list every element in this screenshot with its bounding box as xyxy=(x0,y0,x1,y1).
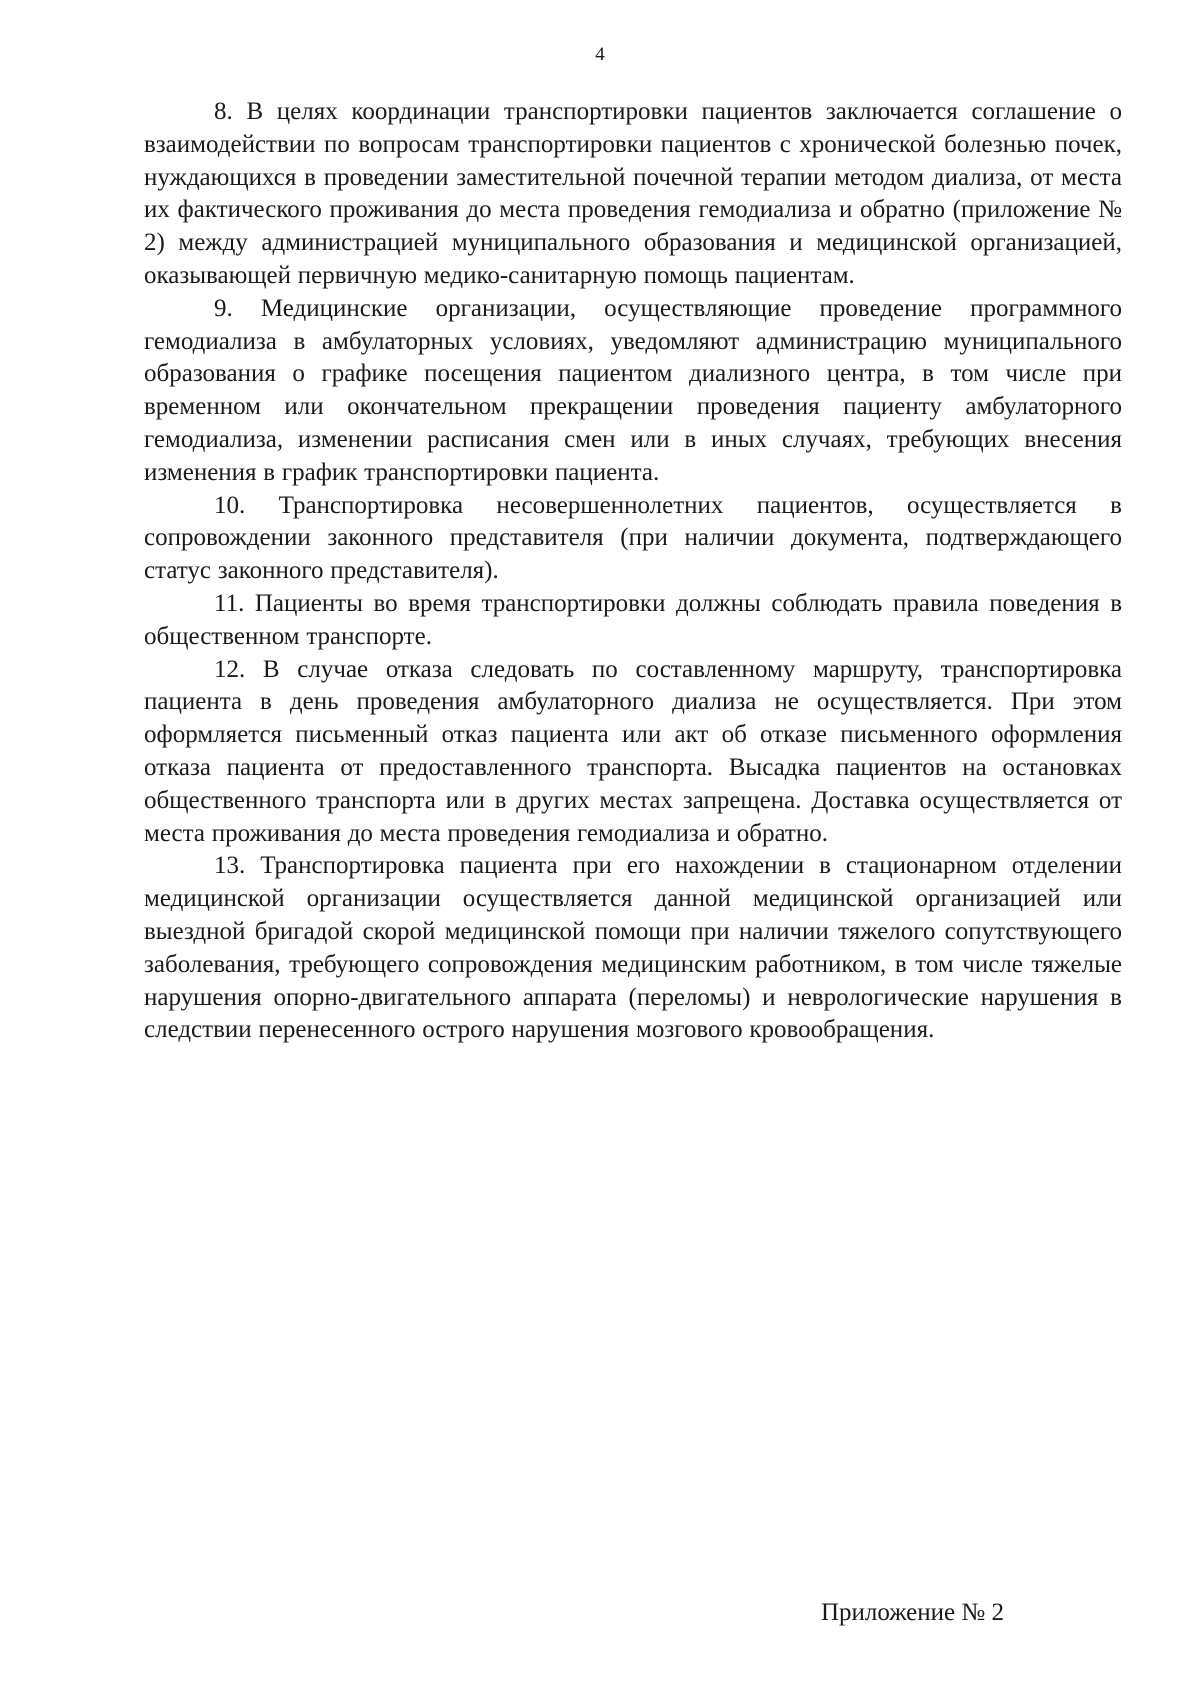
paragraph-10: 10. Транспортировка несовершеннолетних пациентов, осуществляется в сопровождении законного представителя (при наличии документа, подтверждающего статус законного представителя). xyxy=(144,491,1122,585)
paragraph-8: 8. В целях координации транспортировки пациентов заключается соглашение о взаимодействии по вопросам транспортировки пациентов с хронической болезнью почек, нуждающихся в проведении заместительной почечной терапии методом диализа, от места их фактического проживания до места проведения гемодиализа и обратно (приложение № 2) между администрацией муниципального образования и медицинской организацией, оказывающей первичную медико-санитарную помощь пациентам. xyxy=(144,98,1122,289)
page-number: 4 xyxy=(595,44,605,65)
paragraph-11: 11. Пациенты во время транспортировки должны соблюдать правила поведения в общественном транспорте. xyxy=(144,589,1122,650)
document-body xyxy=(144,96,1122,1047)
paragraph-12: 12. В случае отказа следовать по составленному маршруту, транспортировка пациента в день проведения амбулаторного диализа не осуществляется. При этом оформляется письменный отказ пациента или акт об отказе письменного оформления отказа пациента от предоставленного транспорта. Высадка пациентов на остановках общественного транспорта или в других местах запрещена. Доставка осуществляется от места проживания до места проведения гемодиализа и обратно. xyxy=(144,655,1122,847)
paragraph-13: 13. Транспортировка пациента при его нахождении в стационарном отделении медицинской организации осуществляется данной медицинской организацией или выездной бригадой скорой медицинской помощи при наличии тяжелого сопутствующего заболевания, требующего сопровождения медицинским работником, в том числе тяжелые нарушения опорно-двигательного аппарата (переломы) и неврологические нарушения в следствии перенесенного острого нарушения мозгового кровообращения. xyxy=(144,852,1122,1044)
appendix-label: Приложение № 2 xyxy=(820,1599,1004,1626)
paragraph-9: 9. Медицинские организации, осуществляющие проведение программного гемодиализа в амбулаторных условиях, уведомляют администрацию муниципального образования о графике посещения пациентом диализного центра, в том числе при временном или окончательном прекращении проведения пациенту амбулаторного гемодиализа, изменении расписания смен или в иных случаях, требующих внесения изменения в график транспортировки пациента. xyxy=(144,294,1122,486)
